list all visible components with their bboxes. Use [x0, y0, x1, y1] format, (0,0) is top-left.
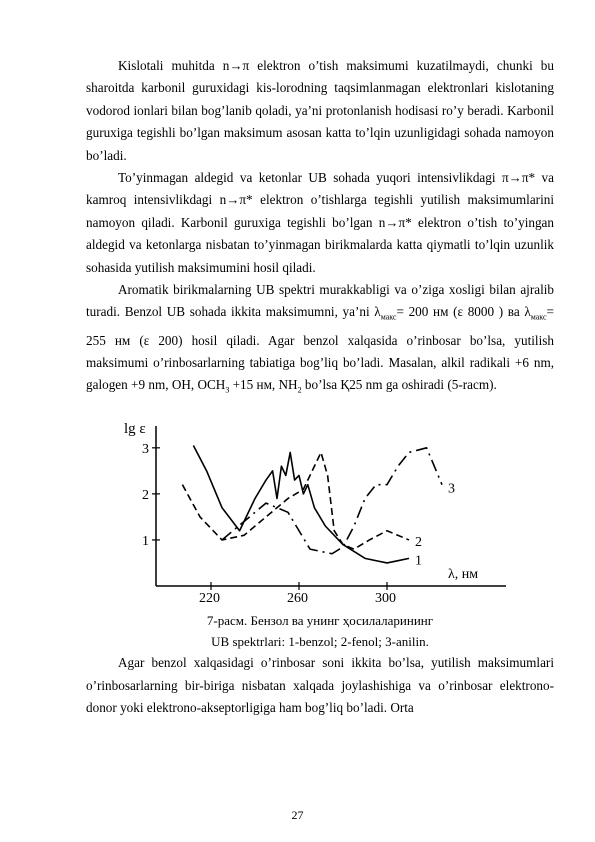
x-tick-label: 220	[199, 591, 220, 607]
y-tick-label: 2	[142, 488, 149, 504]
paragraph-2: To’yinmagan aldegid va ketonlar UB sohada yuqori intensivlikdagi π→π* va kamroq intensivlikdagi n→π* elektron o’tishlarga tegishli yutilish maksimumlarini namoyon qiladi. Karbonil guruxiga tegishli bo’lgan n→π* elektron o’tish to’yingan aldegid va ketonlarga nisbatan to’yinmagan birikmalarda katta qiymatli to’lqin uzunlik sohasida yutilish maksimumini hosil qiladi.	[86, 170, 554, 275]
paragraph-3: Aromatik birikmalarning UB spektri murakkabligi va o’ziga xosligi bilan ajralib turadi. Benzol UB sohada ikkita maksimumni, ya’ni $\lambda_{макс}= 200$ нм (ε 8000 ) ва $\lambda_{макс}= 255$ нм (ε 200) hosil qiladi. Agar benzol xalqasida o’rinbosar bo’lsa, yutilish maksimumi o’rinbosarlarning tabiatiga bog’liq bo’ladi. Masalan, alkil radikali +6 nm, galogen +9 nm, OH, $OCH_3 +15$ нм, $NH_2$ bo’lsa Қ25 nm ga oshiradi (5-racm).	[86, 282, 554, 395]
x-tick-label: 260	[287, 591, 308, 607]
series-2-line	[182, 453, 409, 550]
y-axis-label: lg ε	[124, 421, 146, 438]
series-2-label: 2	[415, 535, 422, 551]
figure-caption-line-1: 7-расм. Бензол ва унинг ҳосилаларининг	[206, 613, 434, 629]
paragraph-1: Kislotali muhitda n→π elektron o’tish maksimumi kuzatilmaydi, chunki bu sharoitda karbonil guruxidagi kis-lorodning taqsimlanmagan elektronlari kislotaning vodorod ionlari bilan bog’lanib qoladi, ya’ni protonlanish hodisasi ro’y beradi. Karbonil guruxiga tegishli bo’lgan maksimum asosan katta to’lqin uzunligidagi sohada namoyon bo’ladi.	[86, 58, 554, 163]
x-axis-label: λ, нм	[448, 567, 479, 583]
series-3-line	[222, 448, 442, 554]
x-tick-label: 300	[375, 591, 396, 607]
series-1-line	[193, 446, 409, 563]
uv-spectra-chart	[86, 412, 554, 610]
y-tick-label: 3	[142, 442, 149, 458]
y-tick-label: 1	[142, 534, 149, 550]
series-3-label: 3	[448, 482, 455, 498]
figure-caption-line-2: UB spektrlari: 1-benzol; 2-fenol; 3-anilin.	[211, 634, 429, 650]
paragraph-4: Agar benzol xalqasidagi o’rinbosar soni ikkita bo’lsa, yutilish maksimumlari o’rinbosarlarning bir-biriga nisbatan xalqada joylashishiga va o’rinbosar elektrono-donor yoki elektrono-akseptorligiga ham bog’liq bo’ladi. Orta	[86, 655, 554, 716]
page-content	[86, 55, 554, 720]
series-1-label: 1	[415, 553, 422, 569]
spectrum-figure	[86, 412, 554, 610]
page-number: 27	[291, 808, 304, 822]
